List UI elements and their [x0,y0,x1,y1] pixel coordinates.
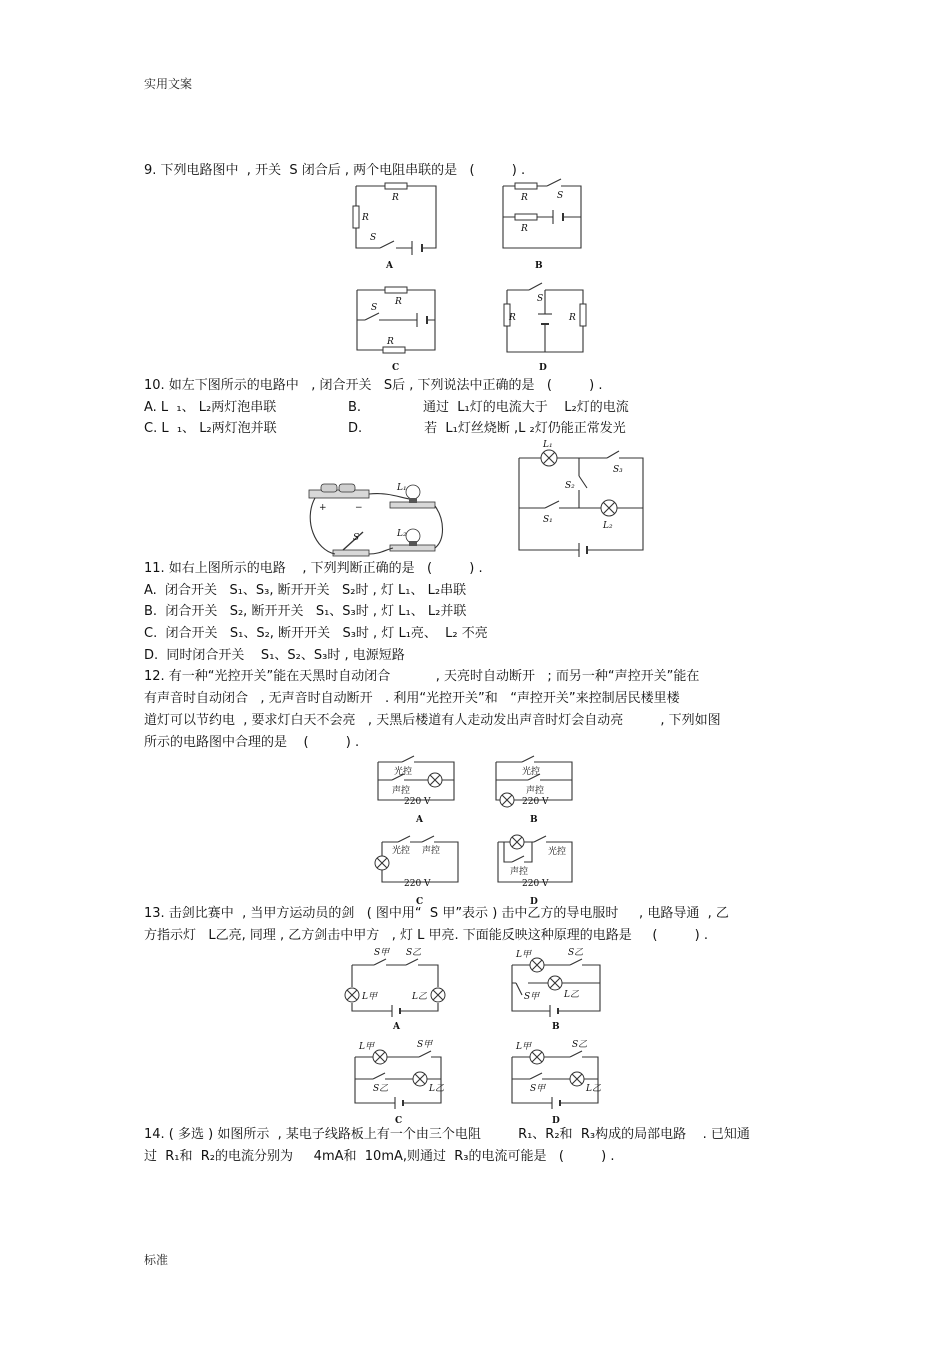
svg-text:220 V: 220 V [522,879,549,889]
svg-text:声控: 声控 [510,867,529,877]
svg-text:S甲: S甲 [530,1084,546,1094]
svg-text:S: S [353,533,360,543]
svg-text:L₂: L₂ [397,529,407,539]
svg-text:L甲: L甲 [359,1042,374,1052]
svg-text:L₂: L₂ [603,521,613,531]
svg-text:S: S [557,191,564,201]
svg-text:L甲: L甲 [362,992,377,1002]
svg-text:S: S [537,294,544,304]
q10-stem: 10. 如左下图所示的电路中 , 闭合开关 S后 , 下列说法中正确的是 ( ) . [144,378,603,393]
q9-circuit-b [495,180,605,275]
svg-text:S乙: S乙 [406,948,422,958]
q9-caption-d: D [539,363,547,373]
page-header: 实用文案 [144,77,193,91]
q14-line1: 14. ( 多选 ) 如图所示 , 某电子线路板上有一个由三个电阻 R₁、R₂和 R₃构成的局部电路 . 已知通 [144,1127,750,1142]
svg-text:R: R [521,193,528,203]
svg-text:R: R [509,313,516,323]
q12-line2: 有声音时自动闭合 , 无声音时自动断开 . 利用“光控开关”和 “声控开关”来控制居民楼里楼 [144,691,680,706]
svg-text:+: + [319,503,327,513]
svg-text:R: R [387,337,394,347]
svg-text:220 V: 220 V [404,879,431,889]
q13-caption-b: B [552,1022,560,1032]
q9-circuit-d [495,282,605,377]
q11-stem: 11. 如右上图所示的电路 , 下列判断正确的是 ( ) . [144,561,483,576]
svg-text:声控: 声控 [526,786,545,796]
q12-circuit-c [372,832,467,912]
q13-line1: 13. 击剑比赛中 , 当甲方运动员的剑 ( 图中用“ S 甲”表示 ) 击中乙方的导电服时 , 电路导通 , 乙 [144,906,729,921]
q12-caption-b: B [530,815,538,825]
q12-line3: 道灯可以节约电 , 要求灯白天不会亮 , 天黑后楼道有人走动发出声音时灯会自动亮 , 下列如图 [144,713,721,728]
page-footer: 标准 [144,1253,169,1267]
q13-circuit-a [340,945,450,1035]
q14-line2: 过 R₁和 R₂的电流分别为 4mA和 10mA,则通过 R₃的电流可能是 ( ) . [144,1149,615,1164]
q13-circuit-c [345,1035,455,1130]
q10-option-c: C. L ₁、 L₂两灯泡并联 [144,421,277,436]
q9-caption-a: A [386,261,393,271]
svg-text:S: S [371,303,378,313]
q9-caption-c: C [392,363,400,373]
svg-text:L₁: L₁ [543,440,553,450]
q9-stem: 9. 下列电路图中 , 开关 S 闭合后 , 两个电阻串联的是 ( ) . [144,163,526,178]
svg-text:220 V: 220 V [404,797,431,807]
svg-text:R: R [362,213,369,223]
svg-text:−: − [355,503,363,513]
svg-text:L乙: L乙 [412,992,427,1002]
q12-circuit-d [488,828,583,908]
svg-text:L甲: L甲 [516,950,531,960]
svg-text:光控: 光控 [394,767,413,777]
svg-text:L甲: L甲 [516,1042,531,1052]
svg-text:S₃: S₃ [613,465,623,475]
svg-text:声控: 声控 [422,846,441,856]
svg-text:L乙: L乙 [564,990,579,1000]
q9-circuit-a [340,180,450,275]
q12-circuit-a [372,752,467,827]
svg-text:光控: 光控 [392,846,411,856]
svg-text:L乙: L乙 [586,1084,601,1094]
svg-text:R: R [395,297,402,307]
q13-line2: 方指示灯 L乙亮, 同理 , 乙方剑击中甲方 , 灯 L 甲亮. 下面能反映这种原理的电路是 ( ) . [144,928,708,943]
q9-caption-b: B [535,261,543,271]
svg-text:S乙: S乙 [568,948,584,958]
q11-option-c: C. 闭合开关 S₁、S₂, 断开开关 S₃时 , 灯 L₁亮、 L₂ 不亮 [144,626,488,641]
q13-caption-c: C [395,1116,403,1126]
svg-text:S₁: S₁ [543,515,553,525]
q13-caption-a: A [393,1022,400,1032]
svg-text:声控: 声控 [392,786,411,796]
svg-text:S: S [370,233,377,243]
svg-text:光控: 光控 [548,847,567,857]
svg-text:220 V: 220 V [522,797,549,807]
svg-text:S甲: S甲 [417,1040,433,1050]
q11-option-d: D. 同时闭合开关 S₁、S₂、S₃时 , 电源短路 [144,648,405,663]
q10-option-d: D. 若 L₁灯丝烧断 ,L ₂灯仍能正常发光 [348,421,626,436]
svg-text:R: R [392,193,399,203]
q13-circuit-b [500,945,610,1035]
q10-physical-circuit [305,470,455,562]
svg-text:S甲: S甲 [374,948,390,958]
q11-option-a: A. 闭合开关 S₁、S₃, 断开开关 S₂时 , 灯 L₁、 L₂串联 [144,583,467,598]
svg-text:光控: 光控 [522,767,541,777]
q12-caption-a: A [416,815,423,825]
q13-circuit-d [500,1035,610,1130]
q9-circuit-c [345,282,455,377]
q12-caption-d: D [530,897,538,907]
q10-option-a: A. L ₁、 L₂两灯泡串联 [144,400,277,415]
svg-text:R: R [569,313,576,323]
svg-text:L乙: L乙 [429,1084,444,1094]
q12-caption-c: C [416,897,424,907]
svg-text:S₂: S₂ [565,481,575,491]
q13-caption-d: D [552,1116,560,1126]
q10-circuit-diagram [515,440,655,555]
svg-text:S乙: S乙 [572,1040,588,1050]
svg-text:L₁: L₁ [397,483,407,493]
svg-text:R: R [521,224,528,234]
q12-line1: 12. 有一种“光控开关”能在天黑时自动闭合 , 天亮时自动断开 ; 而另一种“声控开关”能在 [144,669,700,684]
q10-option-b: B. 通过 L₁灯的电流大于 L₂灯的电流 [348,400,629,415]
q12-circuit-b [488,752,583,827]
q11-option-b: B. 闭合开关 S₂, 断开开关 S₁、S₃时 , 灯 L₁、 L₂并联 [144,604,467,619]
svg-text:S乙: S乙 [373,1084,389,1094]
q12-line4: 所示的电路图中合理的是 ( ) . [144,735,360,750]
svg-text:S甲: S甲 [524,992,540,1002]
